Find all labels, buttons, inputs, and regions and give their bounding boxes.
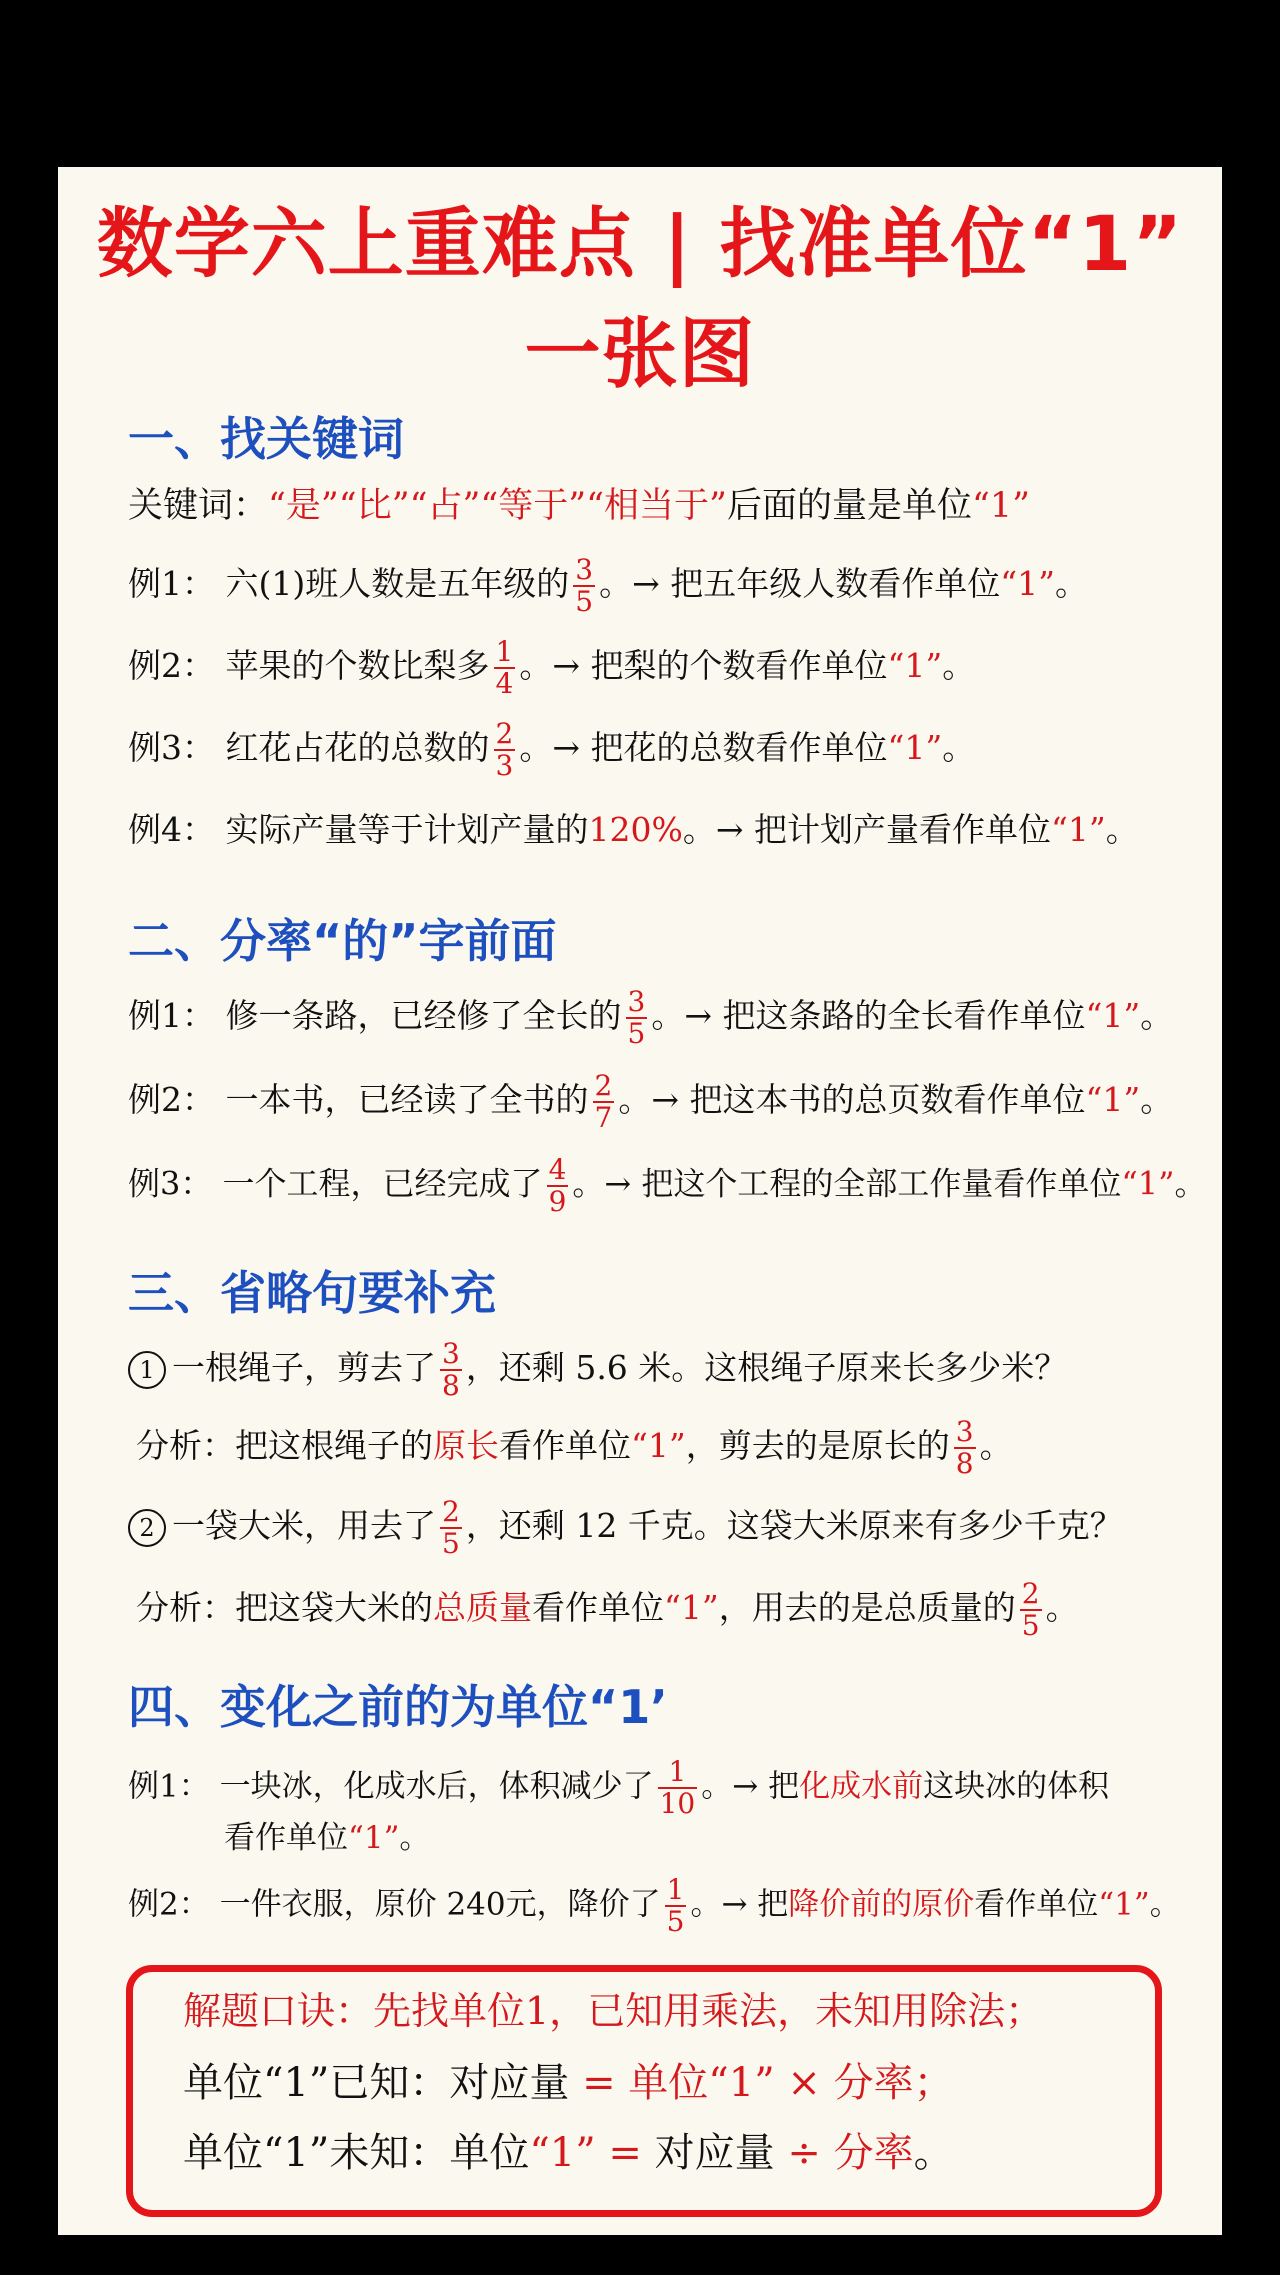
formula-right: = 单位“1” × 分率； (582, 2060, 954, 2106)
s2-example-2 (128, 1071, 1173, 1133)
ex-text: 一块冰，化成水后，体积减少了 (219, 1768, 654, 1805)
period: 。 (979, 1426, 1013, 1465)
analysis-text: 分析：把这根绳子的 (136, 1426, 433, 1465)
ex-label: 例2： (128, 1080, 215, 1119)
fraction (494, 637, 516, 699)
fraction (626, 987, 648, 1049)
period: 。 (1045, 1588, 1079, 1627)
ex-conclusion: 。→ 把五年级人数看作单位 (599, 564, 1001, 603)
ex-label: 例1： (128, 996, 215, 1035)
ex-text: 看作单位 (224, 1820, 348, 1856)
section-2-heading: 二、分率“的”字前面 (128, 914, 557, 968)
title-line-2: 一张图 (524, 309, 756, 398)
analysis-key: 总质量 (433, 1588, 532, 1627)
unit-one: “1” (1121, 1164, 1175, 1203)
ex-text: 六(1)班人数是五年级的 (225, 564, 570, 603)
period: 。 (1149, 1886, 1181, 1923)
numerator: 3 (575, 553, 594, 586)
keyword-line (128, 483, 1030, 529)
analysis-text: 看作单位 (532, 1588, 664, 1627)
period: 。 (942, 728, 976, 767)
ex-conclusion: 。→ 把这本书的总页数看作单位 (618, 1080, 1086, 1119)
fraction (494, 719, 516, 781)
s4-example-1-cont (224, 1815, 430, 1861)
unit-one: “1” (1050, 810, 1106, 849)
kw-mid: 后面的量是单位 (726, 486, 972, 526)
period: 。 (1054, 564, 1088, 603)
fraction (593, 1071, 615, 1133)
denominator: 5 (442, 1527, 460, 1560)
numerator: 2 (594, 1069, 613, 1102)
fraction (658, 1757, 698, 1819)
ex-conclusion: 。→ 把这个工程的全部工作量看作单位 (572, 1164, 1122, 1203)
summary-box (126, 1965, 1162, 2217)
numerator: 4 (548, 1153, 567, 1186)
denominator: 8 (955, 1447, 974, 1480)
ex-text: 一个工程，已经完成了 (222, 1164, 543, 1203)
analysis-text: 看作单位 (499, 1426, 631, 1465)
denominator: 5 (627, 1017, 646, 1050)
denominator: 10 (659, 1787, 696, 1820)
period: 。 (942, 646, 976, 685)
ex-label: 例1： (128, 1768, 210, 1805)
numerator: 1 (666, 1873, 685, 1906)
ex-label: 例3： (128, 1164, 213, 1203)
period: 。 (399, 1820, 431, 1856)
ex-text: 看作单位 (974, 1886, 1099, 1923)
unit-one: “1” (348, 1820, 400, 1856)
fraction (1020, 1579, 1042, 1641)
s1-example-4 (128, 807, 1139, 853)
q-text-end: ，还剩 5.6 米。这根绳子原来长多少米？ (465, 1348, 1068, 1387)
kw-list: “是”“比”“占”“等于”“相当于” (268, 486, 727, 526)
kw-prefix: 关键词： (128, 486, 269, 526)
numerator: 3 (627, 985, 646, 1018)
period: 。 (913, 2130, 954, 2176)
ex-text: 一件衣服，原价 240元，降价了 (219, 1886, 661, 1923)
known-formula (183, 2060, 954, 2106)
denominator: 3 (495, 749, 514, 782)
section-1-heading: 一、找关键词 (128, 412, 404, 466)
title-line-1: 数学六上重难点 | 找准单位“1” (96, 199, 1184, 288)
ex-text: 红花占花的总数的 (225, 728, 490, 767)
fraction (440, 1497, 462, 1559)
denominator: 5 (575, 585, 594, 618)
numerator: 2 (442, 1495, 460, 1528)
ex-conclusion: 。→ 把 (690, 1886, 789, 1923)
q-text: 一根绳子，剪去了 (172, 1348, 436, 1387)
q-text-end: ，还剩 12 千克。这袋大米原来有多少千克？ (465, 1506, 1123, 1545)
unit-one: “1” (1085, 1080, 1141, 1119)
fraction (954, 1417, 976, 1479)
section-4-heading: 四、变化之前的为单位“1’ (128, 1680, 668, 1734)
s4-example-2 (128, 1875, 1181, 1937)
ex-text: 苹果的个数比梨多 (225, 646, 490, 685)
ex-label: 例2： (128, 1886, 210, 1923)
fraction (440, 1339, 462, 1401)
analysis-text: 分析：把这袋大米的 (136, 1588, 433, 1627)
section-3-heading: 三、省略句要补充 (128, 1266, 496, 1320)
unit-one: “1” (887, 728, 943, 767)
denominator: 5 (1021, 1609, 1040, 1642)
ex-conclusion: 。→ 把花的总数看作单位 (519, 728, 888, 767)
ex-label: 例2： (128, 646, 215, 685)
s3-analysis-1 (136, 1417, 1013, 1479)
period: 。 (1140, 996, 1174, 1035)
unit-one: “1” (631, 1426, 686, 1465)
s2-example-3 (128, 1155, 1206, 1217)
analysis-key: 原长 (433, 1426, 499, 1465)
denominator: 8 (442, 1369, 460, 1402)
fraction (665, 1875, 687, 1937)
ex-label: 例4： (128, 810, 215, 849)
ex-label: 例1： (128, 564, 215, 603)
formula-right: ÷ 分率 (787, 2130, 914, 2176)
s4-example-1 (128, 1757, 1109, 1819)
period: 。 (1105, 810, 1139, 849)
ex-conclusion: 。→ 把 (701, 1768, 800, 1805)
percent: 120% (588, 810, 683, 849)
s3-question-2 (128, 1497, 1123, 1559)
s1-example-2 (128, 637, 975, 699)
fraction (547, 1155, 569, 1217)
numerator: 3 (955, 1415, 974, 1448)
period: 。 (1140, 1080, 1174, 1119)
ex-text: 这块冰的体积 (923, 1768, 1110, 1805)
formula-mid: 对应量 (654, 2130, 775, 2176)
worksheet (58, 167, 1222, 2235)
unknown-formula (183, 2130, 954, 2176)
ex-conclusion: 。→ 把这条路的全长看作单位 (651, 996, 1086, 1035)
period: 。 (1174, 1164, 1207, 1203)
unit-one: “1” (1085, 996, 1141, 1035)
ex-conclusion: 。→ 把梨的个数看作单位 (519, 646, 888, 685)
s2-example-1 (128, 987, 1173, 1049)
formula-unit: “1” = (529, 2130, 642, 2176)
ex-key: 降价前的原价 (788, 1886, 975, 1923)
numerator: 1 (668, 1755, 687, 1788)
s3-analysis-2 (136, 1579, 1079, 1641)
numerator: 1 (495, 635, 514, 668)
ex-conclusion: 。→ 把计划产量看作单位 (682, 810, 1051, 849)
formula-left: 单位“1”已知：对应量 (183, 2060, 570, 2106)
s3-question-1 (128, 1339, 1067, 1401)
ex-key: 化成水前 (799, 1768, 924, 1805)
s1-example-1 (128, 555, 1088, 617)
denominator: 4 (495, 667, 514, 700)
q-text: 一袋大米，用去了 (172, 1506, 436, 1545)
unit-one: “1” (664, 1588, 719, 1627)
numerator: 3 (442, 1337, 460, 1370)
solving-rhyme: 解题口诀：先找单位1，已知用乘法，未知用除法； (183, 1989, 1044, 2033)
denominator: 7 (594, 1101, 613, 1134)
kw-unit: “1” (971, 486, 1031, 526)
formula-left: 单位“1”未知：单位 (183, 2130, 530, 2176)
fraction (573, 555, 595, 617)
circled-number: 1 (128, 1351, 166, 1389)
numerator: 2 (1021, 1577, 1040, 1610)
unit-one: “1” (1098, 1886, 1150, 1923)
denominator: 5 (666, 1905, 685, 1938)
ex-text: 一本书，已经读了全书的 (225, 1080, 589, 1119)
s1-example-3 (128, 719, 975, 781)
unit-one: “1” (887, 646, 943, 685)
ex-text: 修一条路，已经修了全长的 (225, 996, 622, 1035)
ex-text: 实际产量等于计划产量的 (225, 810, 589, 849)
denominator: 9 (548, 1185, 567, 1218)
analysis-text: ，剪去的是原长的 (685, 1426, 950, 1465)
numerator: 2 (495, 717, 514, 750)
unit-one: “1” (1000, 564, 1055, 603)
analysis-text: ，用去的是总质量的 (718, 1588, 1016, 1627)
ex-label: 例3： (128, 728, 215, 767)
circled-number: 2 (128, 1509, 166, 1547)
